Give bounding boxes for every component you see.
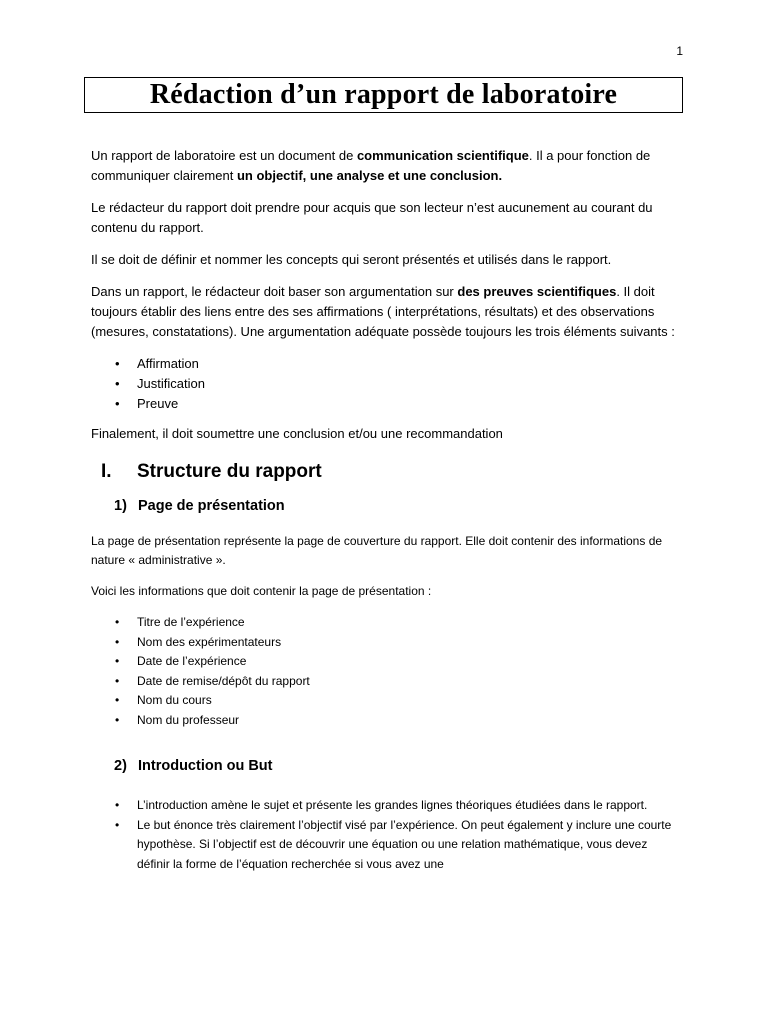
introduction-list (91, 796, 681, 874)
document-body (91, 146, 681, 884)
list-item: • Preuve (91, 394, 681, 414)
list-item: • Nom du professeur (91, 711, 681, 731)
cover-page-paragraph-1: La page de présentation représente la page de couverture du rapport. Elle doit contenir des informations de nature « administrative ». (91, 534, 663, 567)
intro-p4-bold-b: des preuves scientifiques (457, 284, 617, 299)
intro-paragraph-1 (91, 146, 681, 186)
list-item: • Affirmation (91, 354, 681, 374)
page-number: 1 (676, 44, 683, 58)
intro-p1-text-a: Un rapport de laboratoire est un document de (91, 148, 357, 163)
intro-p1-bold-b: communication scientifique (356, 148, 529, 163)
subsection-heading-1 (114, 496, 681, 516)
list-item: • Nom du cours (91, 691, 681, 711)
intro-paragraph-4 (91, 282, 681, 342)
subsection-title: Introduction ou But (138, 758, 273, 774)
intro-p4-text-c: . Il doit toujours établir des liens entre des ses affirmations ( interprétations, résultats) et des observations (mesures, constatations). Une argumentation adéquate possède toujours les trois éléments suivants : (91, 284, 675, 339)
subsection-title: Page de présentation (138, 498, 285, 514)
intro-p4-text-a: Dans un rapport, le rédacteur doit baser son argumentation sur (91, 284, 458, 299)
intro-paragraph-5: Finalement, il doit soumettre une conclusion et/ou une recommandation (91, 426, 503, 441)
list-item: • Le but énonce très clairement l’objectif visé par l’expérience. On peut également y inclure une courte hypothèse. Si l’objectif est de découvrir une équation ou une relation mathématique, vous devez définir la forme de l’équation recherchée si vous avez une (91, 816, 681, 875)
title-box (84, 77, 683, 113)
intro-p1-text-c: . Il a pour fonction de communiquer clairement (91, 148, 651, 183)
section-title: Structure du rapport (137, 461, 322, 482)
list-item: • Date de remise/dépôt du rapport (91, 672, 681, 692)
list-item: • L’introduction amène le sujet et présente les grandes lignes théoriques étudiées dans le rapport. (91, 796, 681, 816)
list-item: • Nom des expérimentateurs (91, 633, 681, 653)
cover-page-paragraph-2: Voici les informations que doit contenir la page de présentation : (91, 584, 432, 598)
section-number: I. (101, 461, 112, 482)
list-item: • Date de l’expérience (91, 652, 681, 672)
argument-elements-list (91, 354, 681, 414)
intro-paragraph-3: Il se doit de définir et nommer les concepts qui seront présentés et utilisés dans le rapport. (91, 252, 612, 267)
intro-paragraph-2: Le rédacteur du rapport doit prendre pour acquis que son lecteur n’est aucunement au courant du contenu du rapport. (91, 200, 653, 235)
section-heading (101, 462, 681, 482)
document-title: Rédaction d’un rapport de laboratoire (149, 79, 618, 110)
subsection-number: 1) (114, 498, 127, 514)
list-item: • Titre de l’expérience (91, 613, 681, 633)
intro-p1-bold-d: un objectif, une analyse et une conclusion. (236, 168, 503, 183)
list-item: • Justification (91, 374, 681, 394)
subsection-heading-2 (114, 756, 681, 776)
subsection-number: 2) (114, 758, 127, 774)
cover-page-info-list (91, 613, 681, 730)
